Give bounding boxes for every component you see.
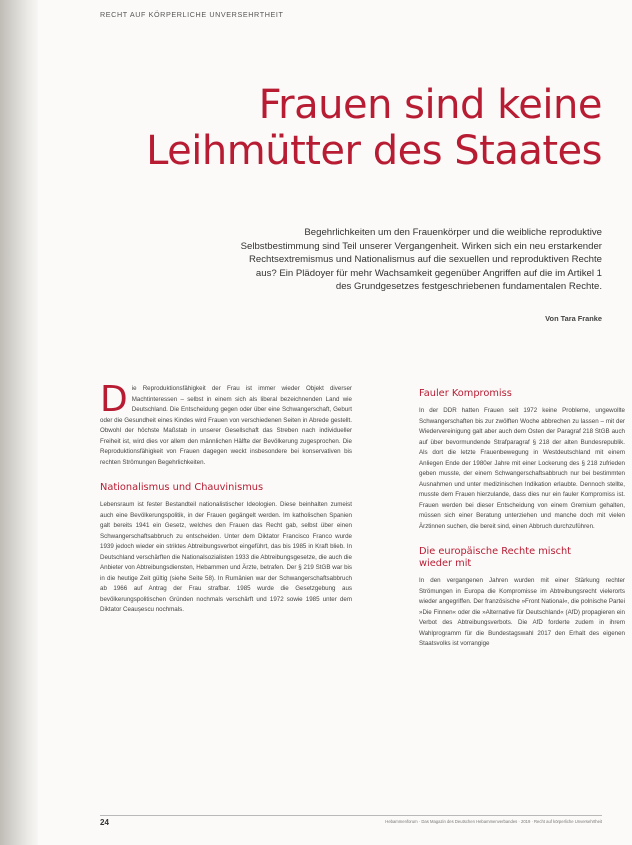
lead-line-1: Begehrlichkeiten um den Frauenkörper und die weibliche reproduktive — [304, 227, 602, 238]
footer-divider — [100, 815, 602, 816]
section-heading-kompromiss: Fauler Kompromiss — [419, 388, 512, 399]
page-number: 24 — [100, 818, 109, 827]
footer-text: Hebammenforum · Das Magazin des Deutschen Hebammenverbandes · 2019 · Recht auf körperliche Unversehrtheit — [385, 819, 602, 824]
magazine-page — [38, 0, 632, 845]
body-paragraph: In den vergangenen Jahren wurden mit einer Stärkung rechter Strömungen in Europa die Kompromisse im Abtreibungsrecht vielerorts wieder angegriffen. Der französische »Front National«, die polnische Partei »Die Finnen« oder die »Alternative für Deutschland« (AfD) propagieren ein Verbot des Abtreibungsverbots. Die AfD forderte zudem in ihrem Wahlprogramm für die Bundestagswahl 2017 den Erhalt des eigenen Staatsvolks ist vorrangige — [419, 577, 625, 647]
article-headline — [82, 82, 602, 174]
section-rubric: RECHT AUF KÖRPERLICHE UNVERSEHRTHEIT — [100, 10, 284, 19]
intro-text: ie Reproduktionsfähigkeit der Frau ist immer wieder Objekt diverser Machtinteressen – selbst in einem sich als liberal bezeichnenden Land wie Deutschland. Die Entscheidung gegen oder über eine Schwangerschaft, Geburt oder die Gesundheit eines Kindes wird Frauen von verschiedenen Seiten in Abrede gestellt. Obwohl der höchste Maßstab in unserer Gesellschaft das Streben nach individueller Freiheit ist, wird dies vor allem den männlichen Hälfte der Bevölkerung zugesprochen. Die Reproduktionsfähigkeit von Frauen dagegen weckt insbesondere bei konservativen bis rechten Strömungen Begehrlichkeiten. — [100, 385, 352, 466]
heading-line-1: Die europäische Rechte mischt — [419, 546, 572, 557]
headline-line-2: Leihmütter des Staates — [146, 128, 602, 174]
author-byline: Von Tara Franke — [545, 314, 602, 323]
intro-paragraph — [100, 379, 352, 468]
body-paragraph: In der DDR hatten Frauen seit 1972 keine Probleme, ungewollte Schwangerschaften bis zur zwölften Woche abbrechen zu lassen – mit der Wiedervereinigung galt aber auch dem Osten der Paragraf 218 StGB auch auf über bevormundende Strafparagraf § 218 der alten Bundesrepublik. Als dort die letzte Frauenbewegung in Westdeutschland mit einem Anliegen Ende der 1980er Jahre mit einer Lockerung des § 218 zufrieden geben musste, der einem Schwangerschaftsabbruch nur bei bestimmten Ausnahmen und unter medizinischen Indikation erlaubte. Dennoch stellte, musste dem Frauen hierzulande, dass dies nur ein fauler Kompromiss ist. Frauen werden bei dieser Entscheidung von einem Gremium gehalten, müssen sich einer Beratung unterziehen und manche doch mit vielen Ärztinnen suchen, die bereit sind, einen Abbruch durchzuführen. — [419, 407, 625, 530]
drop-cap: D — [100, 379, 128, 420]
book-binding-shadow — [0, 0, 38, 845]
left-column — [100, 379, 352, 616]
lead-line-3: Rechtsextremismus und Nationalismus auf die sexuellen und reproduktiven Rechte — [248, 254, 602, 266]
lead-line-4: aus? Ein Plädoyer für mehr Wachsamkeit gegenüber Angriffen auf die im Artikel 1 — [255, 267, 602, 279]
section-heading-nationalismus: Nationalismus und Chauvinismus — [100, 482, 264, 493]
body-paragraph: Lebensraum ist fester Bestandteil nationalistischer Ideologien. Diese beinhalten zumeist auch eine Bevölkerungspolitik, in der Frauen gegängelt werden. Im katholischen Spanien galt bereits 1941 ein Gesetz, welches den Frauen das Recht gab, selbst über einen Schwangerschaftsabbruch zu entscheiden. Unter dem Diktator Francisco Franco wurde 1939 jedoch wieder ein striktes Abtreibungsverbot eingeführt, das bis 1985 in Kraft blieb. In Deutschland verschärften die Nationalsozialisten 1933 die Abtreibungsgesetze, die auch die Anbieter von Abtreibungsdiensten, Hebammen und Ärzte, betrafen. Der § 219 StGB war bis in die heutige Zeit gültig (siehe Seite 58). In Rumänien war der Schwangerschaftsabbruch ab 1966 auf Antrag der Frau strafbar. 1985 wurde die Gesetzgebung aus bevölkerungspolitischen Gründen nochmals verschärft und 1972 sowie 1985 unter dem Diktator Ceaușescu nochmals. — [100, 501, 352, 613]
article-lead — [162, 226, 602, 294]
lead-line-2: Selbstbestimmung sind Teil unserer Vergangenheit. Wirken sich ein neu erstarkender — [240, 240, 602, 252]
right-column — [419, 384, 625, 650]
heading-line-2: wieder mit — [419, 558, 472, 569]
headline-line-1: Frauen sind keine — [258, 82, 602, 128]
lead-line-5: des Grundgesetzes festgeschriebenen fundamentalen Rechte. — [335, 281, 602, 293]
section-heading-europaeische-rechte — [419, 546, 625, 570]
